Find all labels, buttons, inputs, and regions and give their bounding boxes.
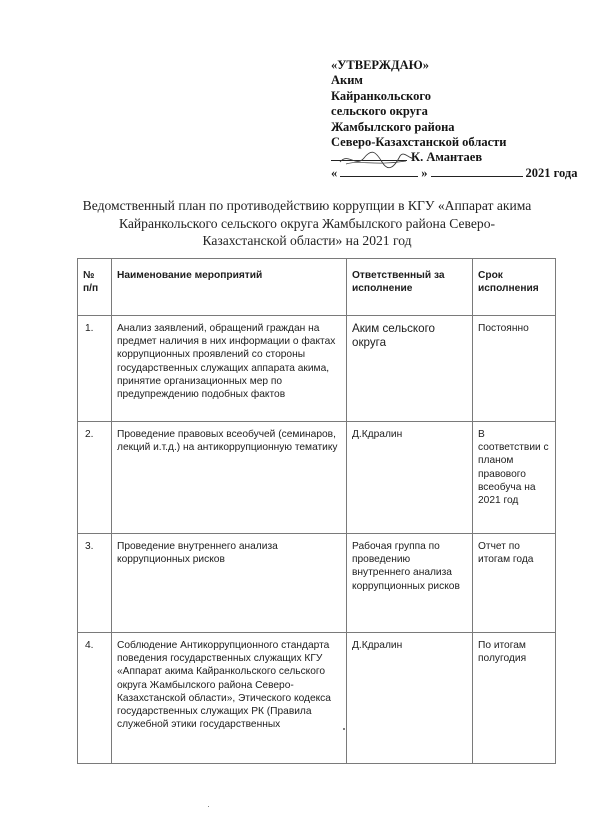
row-responsible: Аким сельского округа — [347, 316, 473, 422]
scan-speck — [208, 806, 209, 807]
row-responsible: Д.Кдралин — [347, 422, 473, 534]
table-row — [78, 316, 556, 422]
approval-year: 2021 года — [525, 165, 578, 180]
approval-line: сельского округа — [331, 104, 428, 119]
table-row — [78, 422, 556, 534]
row-deadline: По итогам полугодия — [473, 633, 556, 764]
row-responsible: Рабочая группа по проведению внутреннего анализа коррупционных рисков — [347, 534, 473, 633]
row-num: 3. — [78, 534, 112, 633]
table-header-row — [78, 259, 556, 316]
date-blank-line — [340, 176, 418, 177]
date-quote-open: « — [331, 165, 338, 180]
approval-line: Жамбылского района — [331, 119, 455, 134]
signatory-name: К. Амантаев — [411, 150, 483, 165]
header-deadline: Срок исполнения — [473, 259, 556, 316]
row-num: 2. — [78, 422, 112, 534]
row-name: Соблюдение Антикоррупционного стандарта поведения государственных служащих КГУ «Аппарат акима Кайранкольского сельского округа Жамбылского района Северо-Казахстанской области», Этического кодекса государственных служащих РК (Правила служебной этики государственных — [112, 633, 347, 764]
month-blank-line — [431, 176, 523, 177]
header-responsible: Ответственный за исполнение — [347, 259, 473, 316]
row-deadline: В соответствии с планом правового всеобуча на 2021 год — [473, 422, 556, 534]
row-name: Проведение внутреннего анализа коррупционных рисков — [112, 534, 347, 633]
row-num: 4. — [78, 633, 112, 764]
header-name: Наименование мероприятий — [112, 259, 347, 316]
approval-line: Аким — [331, 73, 363, 88]
row-responsible: Д.Кдралин — [347, 633, 473, 764]
plan-table — [77, 258, 556, 764]
date-quote-close: » — [421, 165, 428, 180]
approval-line: Северо-Казахстанской области — [331, 135, 507, 150]
scan-speck — [343, 728, 345, 730]
header-num: № п/п — [78, 259, 112, 316]
row-num: 1. — [78, 316, 112, 422]
row-name: Анализ заявлений, обращений граждан на предмет наличия в них информации о фактах коррупционных проявлений со стороны государственных служащих аппарата акима, принятие организационных мер по предупреждению подобных фактов — [112, 316, 347, 422]
approval-line: Кайранкольского — [331, 88, 431, 103]
table-row — [78, 534, 556, 633]
document-title: Ведомственный план по противодействию коррупции в КГУ «Аппарат акима Кайранкольского сельского округа Жамбылского района Северо-Казахстанской области» на 2021 год — [82, 198, 532, 248]
approval-heading: «УТВЕРЖДАЮ» — [331, 58, 429, 72]
table-row — [78, 633, 556, 764]
handwritten-signature — [336, 148, 416, 172]
row-deadline: Постоянно — [473, 316, 556, 422]
row-name: Проведение правовых всеобучей (семинаров, лекций и.т.д.) на антикоррупционную тематику — [112, 422, 347, 534]
row-deadline: Отчет по итогам года — [473, 534, 556, 633]
